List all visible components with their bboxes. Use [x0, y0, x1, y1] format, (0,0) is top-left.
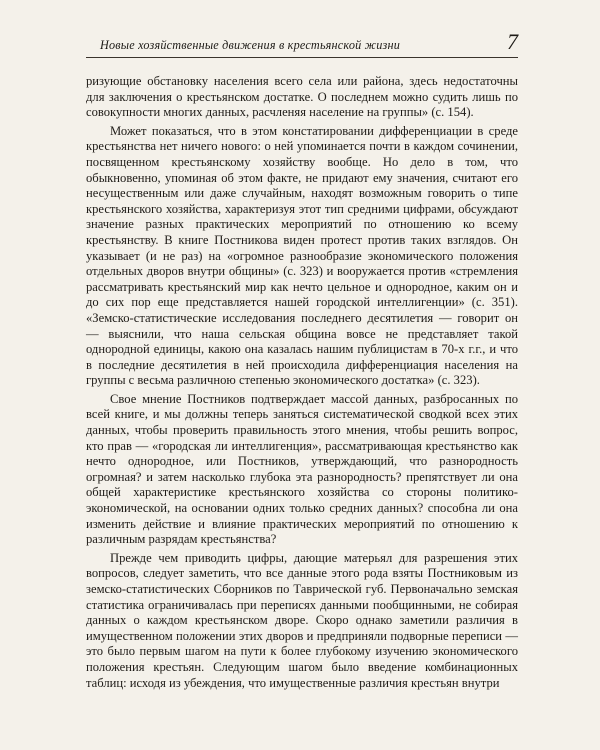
running-title: Новые хозяйственные движения в крестьянской жизни	[100, 38, 401, 52]
paragraph-statistics: Прежде чем приводить цифры, дающие матерьял для разрешения этих вопросов, следует заметить, что все данные этого рода взяты Постниковым из земско-статистических Сборников по Таврической губ. Первоначально земская статистика ограничивалась при переписях данными пообщинными, не собирая данных о каждом крестьянском дворе. Скоро однако заметили различия в имущественном положении этих дворов и предприняли подворные переписи — это было первым шагом на пути к более глубокому изучению экономического положения крестьян. Следующим шагом было введение комбинационных таблиц: исходя из убеждения, что имущественные различия крестьян внутри	[86, 550, 518, 690]
running-head	[86, 29, 518, 58]
body-text	[86, 74, 518, 694]
paragraph-continuation: ризующие обстановку населения всего села или района, здесь недостаточны для заключения о крестьянском достатке. О последнем можно судить лишь по совокупности многих данных, расчленяя население на группы» (с. 154).	[86, 74, 518, 120]
page-number: 7	[507, 29, 518, 54]
paragraph-differentiation: Может показаться, что в этом констатировании дифференциации в среде крестьянства нет ничего нового: о ней упоминается почти в каждом сочинении, посвященном крестьянскому хозяйству вообще. Но дело в том, что обыкновенно, упоминая об этом факте, не придают ему значения, считают его несущественным или даже случайным, находят возможным говорить о типе крестьянского хозяйства, характеризуя этот тип средними цифрами, обсуждают значение разных практических мероприятий по отношению ко всему крестьянству. В книге Постникова виден протест против таких взглядов. Он указывает (и не раз) на «огромное разнообразие экономического положения отдельных дворов внутри общины» (с. 323) и вооружается против «стремления рассматривать крестьянский мир как нечто цельное и однородное, каким он и до сих пор еще представляется нашей городской интеллигенции» (с. 351). «Земско-статистические исследования последнего десятилетия — говорит он — выяснили, что наша сельская община вовсе не представляет такой однородной единицы, какою она казалась нашим публицистам в 70-х г.г., и что в последние десятилетия в ней происходила дифференциация населения на группы с весьма различною степенью экономического достатка» (с. 323).	[86, 123, 518, 388]
paragraph-postnikov-opinion: Свое мнение Постников подтверждает массой данных, разбросанных по всей книге, и мы должны теперь заняться систематической сводкой всех этих данных, чтобы проверить правильность этого мнения, чтобы решить вопрос, кто прав — «городская ли интеллигенция», рассматривающая крестьянство как нечто однородное, или Постников, утверждающий, что разнородность огромная? и затем насколько глубока эта разнородность? препятствует ли она общей характеристике крестьянского хозяйства со стороны политико-экономической, на основании одних только средних данных? способна ли она изменить действие и влияние практических мероприятий по отношению к различным разрядам крестьянства?	[86, 391, 518, 547]
